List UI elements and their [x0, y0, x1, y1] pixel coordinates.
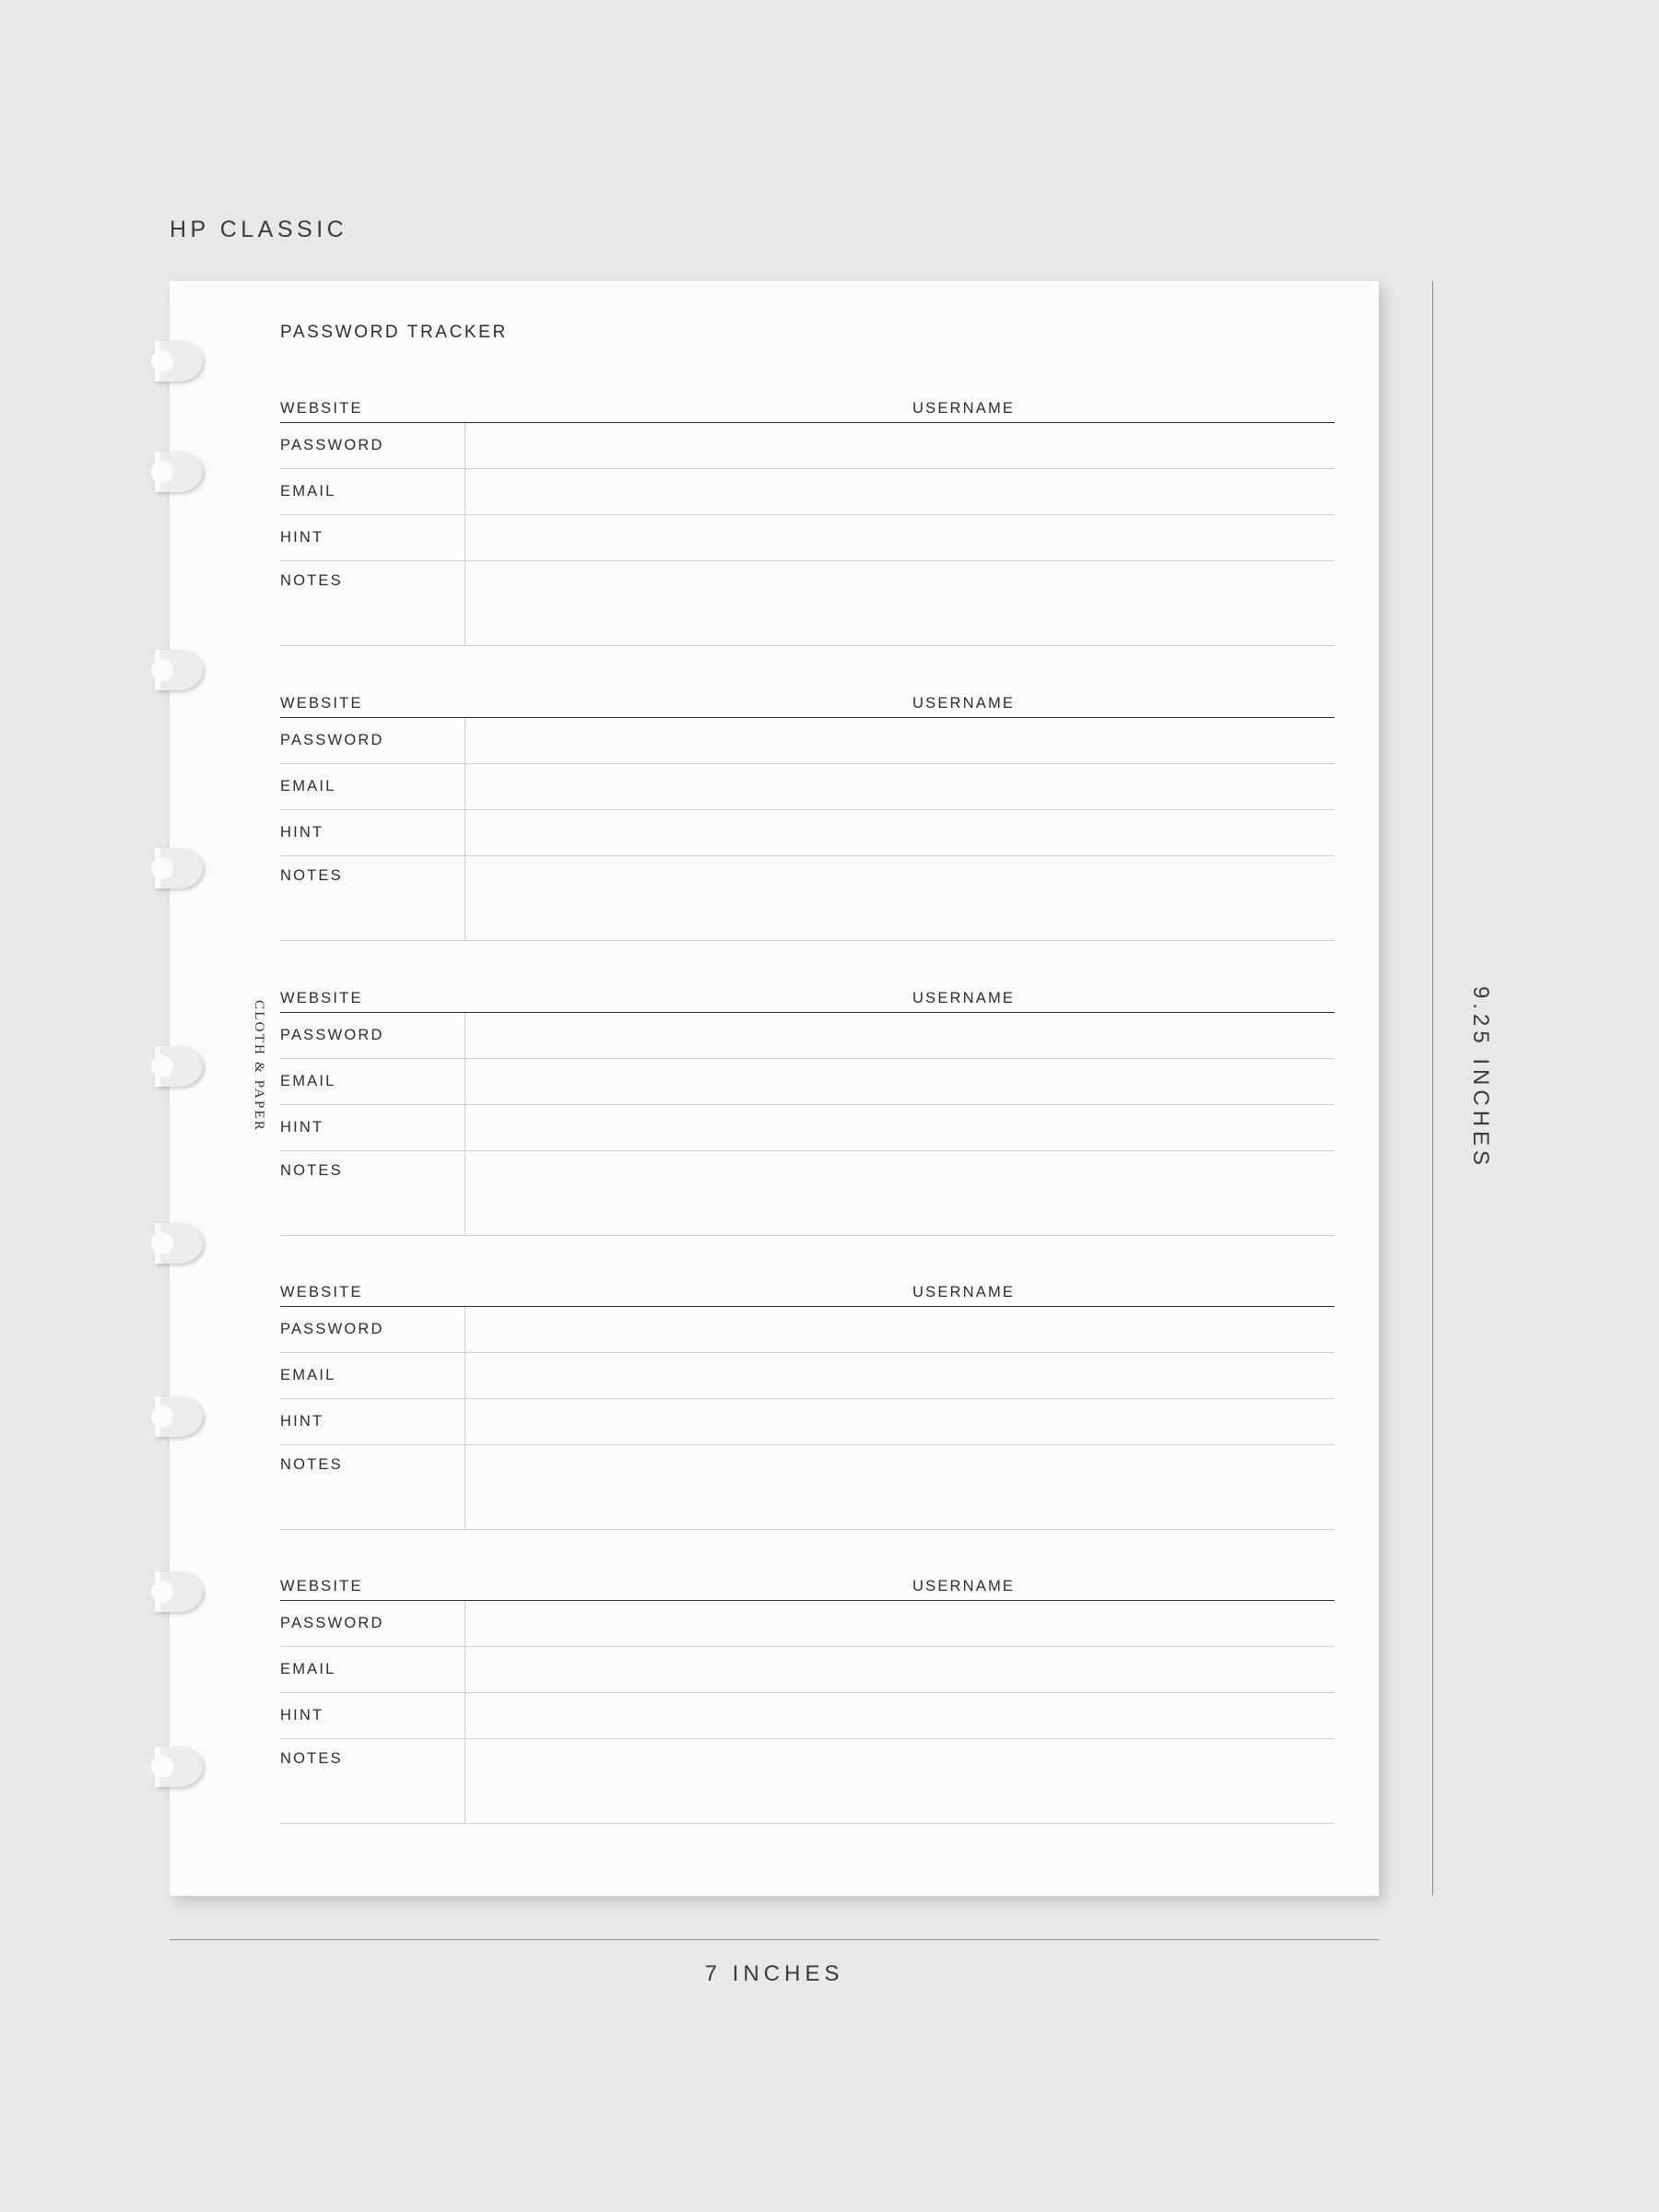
entry-header-row [280, 1266, 1335, 1307]
notes-label: NOTES [280, 867, 343, 884]
hint-input[interactable] [465, 1105, 1335, 1150]
password-label: PASSWORD [280, 437, 384, 454]
hint-row[interactable] [280, 1399, 1335, 1445]
hint-label: HINT [280, 1707, 324, 1724]
hint-label: HINT [280, 824, 324, 841]
password-row[interactable] [280, 718, 1335, 764]
notes-input[interactable] [465, 856, 1335, 941]
disc-punch-5 [155, 1046, 203, 1087]
password-input[interactable] [465, 1307, 1335, 1352]
password-label: PASSWORD [280, 1027, 384, 1044]
hint-input[interactable] [465, 1399, 1335, 1444]
email-row[interactable] [280, 764, 1335, 810]
email-label: EMAIL [280, 1073, 336, 1090]
password-label: PASSWORD [280, 732, 384, 749]
disc-punch-9 [155, 1747, 203, 1787]
notes-label: NOTES [280, 1750, 343, 1767]
website-label: WEBSITE [280, 1577, 363, 1594]
hint-label: HINT [280, 1119, 324, 1136]
notes-row[interactable] [280, 1151, 1335, 1236]
notes-row[interactable] [280, 561, 1335, 646]
password-entry-3 [280, 972, 1335, 1236]
notes-label: NOTES [280, 1162, 343, 1179]
website-label: WEBSITE [280, 989, 363, 1006]
notes-input[interactable] [465, 1739, 1335, 1824]
password-row[interactable] [280, 423, 1335, 469]
website-label: WEBSITE [280, 399, 363, 417]
email-label: EMAIL [280, 483, 336, 500]
password-input[interactable] [465, 718, 1335, 763]
username-label: USERNAME [912, 399, 1016, 417]
width-measurement-label: 7 INCHES [704, 1961, 844, 1986]
disc-punch-3 [155, 650, 203, 690]
password-input[interactable] [465, 1601, 1335, 1646]
password-entry-4 [280, 1266, 1335, 1530]
email-row[interactable] [280, 469, 1335, 515]
email-input[interactable] [465, 1353, 1335, 1398]
notes-row[interactable] [280, 1739, 1335, 1824]
username-label: USERNAME [912, 694, 1016, 712]
hint-input[interactable] [465, 515, 1335, 560]
hint-input[interactable] [465, 1693, 1335, 1738]
hint-row[interactable] [280, 515, 1335, 561]
email-row[interactable] [280, 1647, 1335, 1693]
disc-punch-7 [155, 1396, 203, 1437]
hint-row[interactable] [280, 1105, 1335, 1151]
email-row[interactable] [280, 1353, 1335, 1399]
password-row[interactable] [280, 1013, 1335, 1059]
username-label: USERNAME [912, 1283, 1016, 1300]
website-label: WEBSITE [280, 1283, 363, 1300]
entry-header-row [280, 677, 1335, 718]
password-entry-5 [280, 1560, 1335, 1824]
notes-label: NOTES [280, 1456, 343, 1473]
entry-header-row [280, 972, 1335, 1013]
website-label: WEBSITE [280, 694, 363, 712]
product-name: HP CLASSIC [170, 217, 348, 242]
disc-punch-4 [155, 848, 203, 888]
notes-input[interactable] [465, 1151, 1335, 1236]
password-entry-2 [280, 677, 1335, 941]
password-entry-1 [280, 382, 1335, 646]
notes-input[interactable] [465, 1445, 1335, 1530]
email-input[interactable] [465, 469, 1335, 514]
page-content [280, 0, 1335, 2212]
notes-input[interactable] [465, 561, 1335, 646]
height-measurement-label: 9.25 INCHES [1468, 986, 1493, 1171]
hint-row[interactable] [280, 810, 1335, 856]
disc-punch-1 [155, 341, 203, 382]
email-label: EMAIL [280, 1661, 336, 1678]
disc-punch-6 [155, 1223, 203, 1264]
password-row[interactable] [280, 1307, 1335, 1353]
entry-header-row [280, 382, 1335, 423]
hint-label: HINT [280, 529, 324, 547]
disc-punch-2 [155, 452, 203, 492]
notes-row[interactable] [280, 856, 1335, 941]
email-label: EMAIL [280, 1367, 336, 1384]
password-input[interactable] [465, 423, 1335, 468]
hint-label: HINT [280, 1413, 324, 1430]
email-label: EMAIL [280, 778, 336, 795]
notes-row[interactable] [280, 1445, 1335, 1530]
email-row[interactable] [280, 1059, 1335, 1105]
username-label: USERNAME [912, 1577, 1016, 1594]
entry-header-row [280, 1560, 1335, 1601]
username-label: USERNAME [912, 989, 1016, 1006]
page-title: PASSWORD TRACKER [280, 323, 508, 342]
disc-punch-8 [155, 1571, 203, 1612]
email-input[interactable] [465, 764, 1335, 809]
password-label: PASSWORD [280, 1321, 384, 1338]
password-input[interactable] [465, 1013, 1335, 1058]
hint-row[interactable] [280, 1693, 1335, 1739]
password-row[interactable] [280, 1601, 1335, 1647]
hint-input[interactable] [465, 810, 1335, 855]
brand-vertical-text: CLOTH & PAPER [252, 1000, 266, 1133]
password-label: PASSWORD [280, 1615, 384, 1632]
notes-label: NOTES [280, 572, 343, 589]
email-input[interactable] [465, 1059, 1335, 1104]
email-input[interactable] [465, 1647, 1335, 1692]
width-guide-line [170, 1939, 1379, 1940]
height-guide-line [1432, 281, 1433, 1896]
